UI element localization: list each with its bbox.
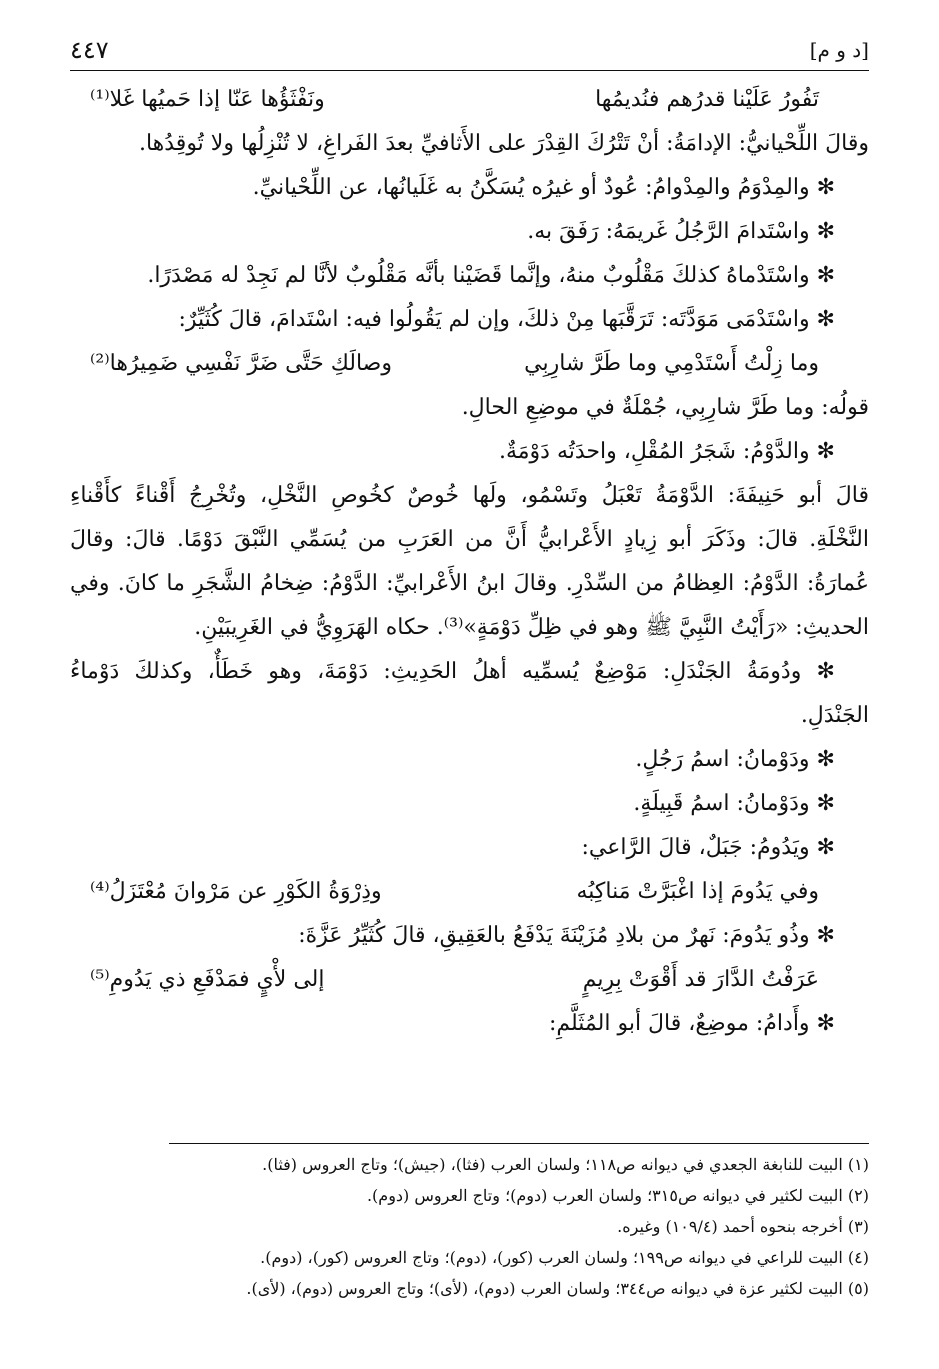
prose-line: الجَنْدَلِ. [800, 703, 869, 728]
prose-line: الحديثِ: «رَأَيْتُ النَّبِيَّ ﷺ وهو في ظِلِّ دَوْمَةٍ»⁽³⁾. حكاه الهَرَوِيُّ في الغَرِيبَيْنِ. [194, 615, 869, 640]
verse-first-hemistich: وما زِلْتُ أَسْتَدْمِي وما طَرَّ شارِبِي [524, 351, 819, 376]
footnote: (٥) البيت لكثير عزة في ديوانه ص٣٤٤؛ ولسان العرب (دوم)، (لأى)؛ وتاج العروس (دوم)، (لأى). [246, 1279, 869, 1298]
verse-line [70, 870, 869, 914]
prose-line: عُمارَةُ: الدَّوْمُ: العِظامُ من السِّدْرِ. وقالَ ابنُ الأَعْرابيِّ: الدَّوْمُ: ضِخامُ الشَّجَرِ ما كانَ. وفي [70, 571, 869, 596]
entry-line: ✻ وأَدامُ: موضِعٌ، قالَ أبو المُثَلَّمِ: [548, 1011, 835, 1036]
running-head: [د و م] [809, 38, 869, 62]
verse-second-hemistich: إلى لأْيٍ فمَدْفَعِ ذي يَدُومِ⁽⁵⁾ [90, 967, 325, 992]
entry-line: ✻ واسْتَدْماهُ كذلكَ مَقْلُوبٌ منهُ، وإنَّما قَضَيْنا بأنَّه مَقْلُوبٌ لأنَّا لم نَجِدْ له مَصْدَرًا. [147, 263, 835, 288]
entry-line: ✻ والمِدْوَمُ والمِدْوامُ: عُودٌ أو غيرُه يُسَكَّنُ به غَلَيانُها، عن اللِّحْيانيِّ. [252, 175, 835, 200]
verse-first-hemistich: عَرَفْتُ الدَّارَ قد أَقْوَتْ بِرِيمٍ [582, 967, 819, 992]
verse-second-hemistich: ونَفْثَؤُها عَنّا إذا حَميُها غَلا⁽¹⁾ [90, 87, 325, 112]
entry-line: ✻ ودَوْمانُ: اسمُ رَجُلٍ. [635, 747, 835, 772]
footnote-rule [169, 1143, 869, 1144]
verse-line [70, 78, 869, 122]
header-rule [70, 70, 869, 71]
footnote: (٢) البيت لكثير في ديوانه ص٣١٥؛ ولسان العرب (دوم)؛ وتاج العروس (دوم). [366, 1186, 869, 1205]
entry-line: ✻ واسْتَدْمَى مَوَدَّتَه: تَرَقَّبَها مِنْ ذلكَ، وإن لم يَقُولُوا فيه: اسْتَدامَ، قالَ كُثَيِّرٌ: [178, 307, 835, 332]
verse-line [70, 342, 869, 386]
verse-second-hemistich: وذِرْوَةُ الكَوْرِ عن مَرْوانَ مُعْتَزَلُ⁽⁴⁾ [90, 879, 382, 904]
verse-first-hemistich: وفي يَدُومَ إذا اغْبَرَّتْ مَناكِبُه [576, 879, 819, 904]
entry-line: ✻ ودَوْمانُ: اسمُ قَبِيلَةٍ. [633, 791, 835, 816]
footnote: (١) البيت للنابغة الجعدي في ديوانه ص١١٨؛ ولسان العرب (فثا)، (جيش)؛ وتاج العروس (فثا). [262, 1155, 869, 1174]
prose-line: قالَ أبو حَنِيفَةَ: الدَّوْمَةُ تَعْبَلُ وتَسْمُو، ولَها خُوصٌ كخُوصِ النَّخْلِ، وتُخْرِجُ أَقْناءً كأَقْناءِ [70, 483, 869, 508]
page-header [70, 34, 869, 70]
entry-line: ✻ ويَدُومُ: جَبَلٌ، قالَ الرَّاعي: [581, 835, 835, 860]
entry-line: ✻ والدَّوْمُ: شَجَرُ المُقْلِ، واحدَتُه دَوْمَةٌ. [498, 439, 835, 464]
verse-second-hemistich: وصالَكِ حَتَّى ضَرَّ نَفْسِي ضَمِيرُها⁽²⁾ [90, 351, 392, 376]
entry-line: ✻ وذُو يَدُومَ: نَهرٌ من بلادِ مُزَيْنَةَ يَدْفَعُ بالعَقِيقِ، قالَ كُثَيِّرُ عَزَّةَ: [298, 923, 835, 948]
verse-line [70, 958, 869, 1002]
entry-line: ✻ ودُومَةُ الجَنْدَلِ: مَوْضِعٌ يُسمِّيه أهلُ الحَدِيثِ: دَوْمَةَ، وهو خَطَأٌ، وكذلكَ دَوْماءُ [70, 659, 835, 684]
page-number: ٤٤٧ [70, 36, 109, 64]
verse-first-hemistich: تَفُورُ عَلَيْنا قدرُهم فنُديمُها [595, 87, 819, 112]
prose-line: النَّخْلَةِ. قالَ: وذَكَرَ أبو زِيادٍ الأَعْرابيُّ أَنَّ من العَرَبِ من يُسَمِّي النَّبْقَ دَوْمًا. قالَ: وقالَ [70, 527, 869, 552]
prose-line: قولُه: وما طَرَّ شارِبِي، جُمْلَةٌ في موضِعِ الحالِ. [461, 395, 869, 420]
entry-line: ✻ واسْتَدامَ الرَّجُلُ غَريمَهُ: رَفَقَ به. [527, 219, 835, 244]
footnote: (٣) أخرجه بنحوه أحمد (١٠٩/٤) وغيره. [617, 1217, 869, 1236]
footnote: (٤) البيت للراعي في ديوانه ص١٩٩؛ ولسان العرب (كور)، (دوم)؛ وتاج العروس (كور)، (دوم). [260, 1248, 869, 1267]
prose-line: وقالَ اللِّحْيانيُّ: الإدامَةُ: أنْ تَتْرُكَ القِدْرَ على الأَثافيِّ بعدَ الفَراغِ، لا تُنْزِلُها ولا تُوقِدُها. [138, 131, 869, 156]
